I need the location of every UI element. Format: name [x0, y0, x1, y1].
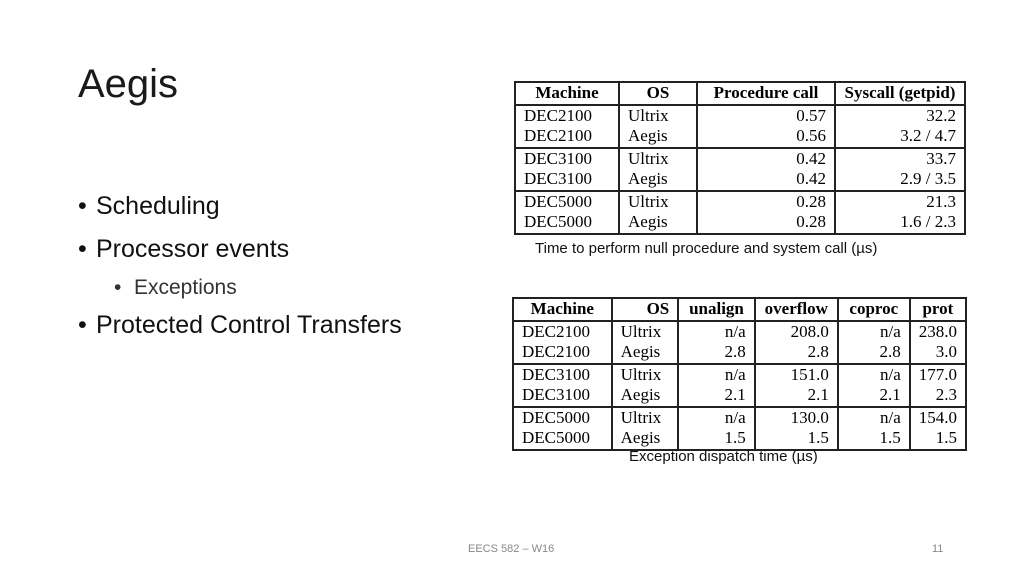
cell-procedure-call: 0.42	[697, 148, 835, 170]
cell-unalign: 2.8	[678, 342, 754, 364]
cell-coproc: n/a	[838, 364, 910, 386]
header-coproc: coproc	[838, 298, 910, 321]
cell-machine: DEC3100	[515, 148, 619, 170]
header-prot: prot	[910, 298, 966, 321]
table-row	[513, 321, 966, 343]
footer-page-number: 11	[932, 543, 944, 555]
bullet-dot-icon: •	[78, 235, 87, 263]
cell-machine: DEC2100	[515, 126, 619, 148]
header-overflow: overflow	[755, 298, 838, 321]
bullet-processor-events	[78, 235, 289, 264]
cell-procedure-call: 0.56	[697, 126, 835, 148]
syscall-time-table	[514, 81, 966, 235]
bullet-text: Protected Control Transfers	[96, 311, 402, 339]
table-row	[513, 385, 966, 407]
cell-syscall: 3.2 / 4.7	[835, 126, 965, 148]
slide-title: Aegis	[78, 62, 179, 106]
cell-overflow: 2.1	[755, 385, 838, 407]
cell-os: Aegis	[612, 428, 679, 450]
cell-prot: 3.0	[910, 342, 966, 364]
cell-unalign: n/a	[678, 407, 754, 429]
cell-machine: DEC3100	[513, 364, 612, 386]
cell-machine: DEC5000	[515, 212, 619, 234]
header-os: OS	[619, 82, 697, 105]
footer-course: EECS 582 – W16	[468, 543, 555, 555]
cell-machine: DEC2100	[515, 105, 619, 127]
bullet-text: Scheduling	[96, 192, 220, 220]
exception-dispatch-table	[512, 297, 967, 451]
cell-procedure-call: 0.57	[697, 105, 835, 127]
cell-prot: 238.0	[910, 321, 966, 343]
cell-machine: DEC2100	[513, 321, 612, 343]
cell-os: Ultrix	[612, 321, 679, 343]
cell-syscall: 2.9 / 3.5	[835, 169, 965, 191]
cell-syscall: 1.6 / 2.3	[835, 212, 965, 234]
syscall-table-caption: Time to perform null procedure and system call (µs)	[535, 240, 878, 257]
table-row	[515, 126, 965, 148]
cell-overflow: 1.5	[755, 428, 838, 450]
cell-procedure-call: 0.42	[697, 169, 835, 191]
cell-unalign: 1.5	[678, 428, 754, 450]
cell-coproc: n/a	[838, 407, 910, 429]
header-os: OS	[612, 298, 679, 321]
cell-procedure-call: 0.28	[697, 212, 835, 234]
bullet-protected-control-transfers	[78, 311, 402, 340]
table-row	[515, 169, 965, 191]
table-header-row	[513, 298, 966, 321]
header-machine: Machine	[515, 82, 619, 105]
cell-machine: DEC5000	[515, 191, 619, 213]
table-row	[515, 148, 965, 170]
cell-overflow: 208.0	[755, 321, 838, 343]
exception-table-caption: Exception dispatch time (µs)	[629, 448, 818, 465]
cell-os: Ultrix	[612, 364, 679, 386]
cell-prot: 2.3	[910, 385, 966, 407]
cell-machine: DEC2100	[513, 342, 612, 364]
cell-syscall: 21.3	[835, 191, 965, 213]
cell-os: Ultrix	[619, 148, 697, 170]
cell-prot: 177.0	[910, 364, 966, 386]
header-unalign: unalign	[678, 298, 754, 321]
bullet-dot-icon: •	[78, 192, 87, 220]
cell-os: Ultrix	[619, 105, 697, 127]
cell-os: Aegis	[619, 169, 697, 191]
cell-syscall: 32.2	[835, 105, 965, 127]
table-row	[513, 407, 966, 429]
sub-bullet-exceptions	[114, 276, 237, 300]
cell-os: Aegis	[619, 126, 697, 148]
table-row	[513, 342, 966, 364]
cell-machine: DEC3100	[515, 169, 619, 191]
table-row	[515, 191, 965, 213]
table-row	[515, 105, 965, 127]
cell-unalign: n/a	[678, 364, 754, 386]
bullet-dot-icon: •	[78, 311, 87, 339]
cell-prot: 154.0	[910, 407, 966, 429]
cell-coproc: 1.5	[838, 428, 910, 450]
cell-overflow: 151.0	[755, 364, 838, 386]
cell-machine: DEC5000	[513, 407, 612, 429]
cell-syscall: 33.7	[835, 148, 965, 170]
cell-os: Aegis	[619, 212, 697, 234]
cell-os: Aegis	[612, 385, 679, 407]
table-row	[513, 364, 966, 386]
header-machine: Machine	[513, 298, 612, 321]
bullet-scheduling	[78, 192, 220, 221]
cell-procedure-call: 0.28	[697, 191, 835, 213]
table-row	[515, 212, 965, 234]
cell-unalign: 2.1	[678, 385, 754, 407]
table-header-row	[515, 82, 965, 105]
cell-coproc: 2.1	[838, 385, 910, 407]
cell-overflow: 2.8	[755, 342, 838, 364]
cell-prot: 1.5	[910, 428, 966, 450]
cell-os: Aegis	[612, 342, 679, 364]
bullet-text: Exceptions	[134, 276, 237, 299]
cell-os: Ultrix	[619, 191, 697, 213]
cell-machine: DEC3100	[513, 385, 612, 407]
cell-coproc: 2.8	[838, 342, 910, 364]
bullet-dot-icon: •	[114, 276, 122, 299]
cell-unalign: n/a	[678, 321, 754, 343]
table-row	[513, 428, 966, 450]
cell-coproc: n/a	[838, 321, 910, 343]
bullet-text: Processor events	[96, 235, 290, 263]
header-procedure-call: Procedure call	[697, 82, 835, 105]
cell-os: Ultrix	[612, 407, 679, 429]
header-syscall: Syscall (getpid)	[835, 82, 965, 105]
cell-overflow: 130.0	[755, 407, 838, 429]
cell-machine: DEC5000	[513, 428, 612, 450]
